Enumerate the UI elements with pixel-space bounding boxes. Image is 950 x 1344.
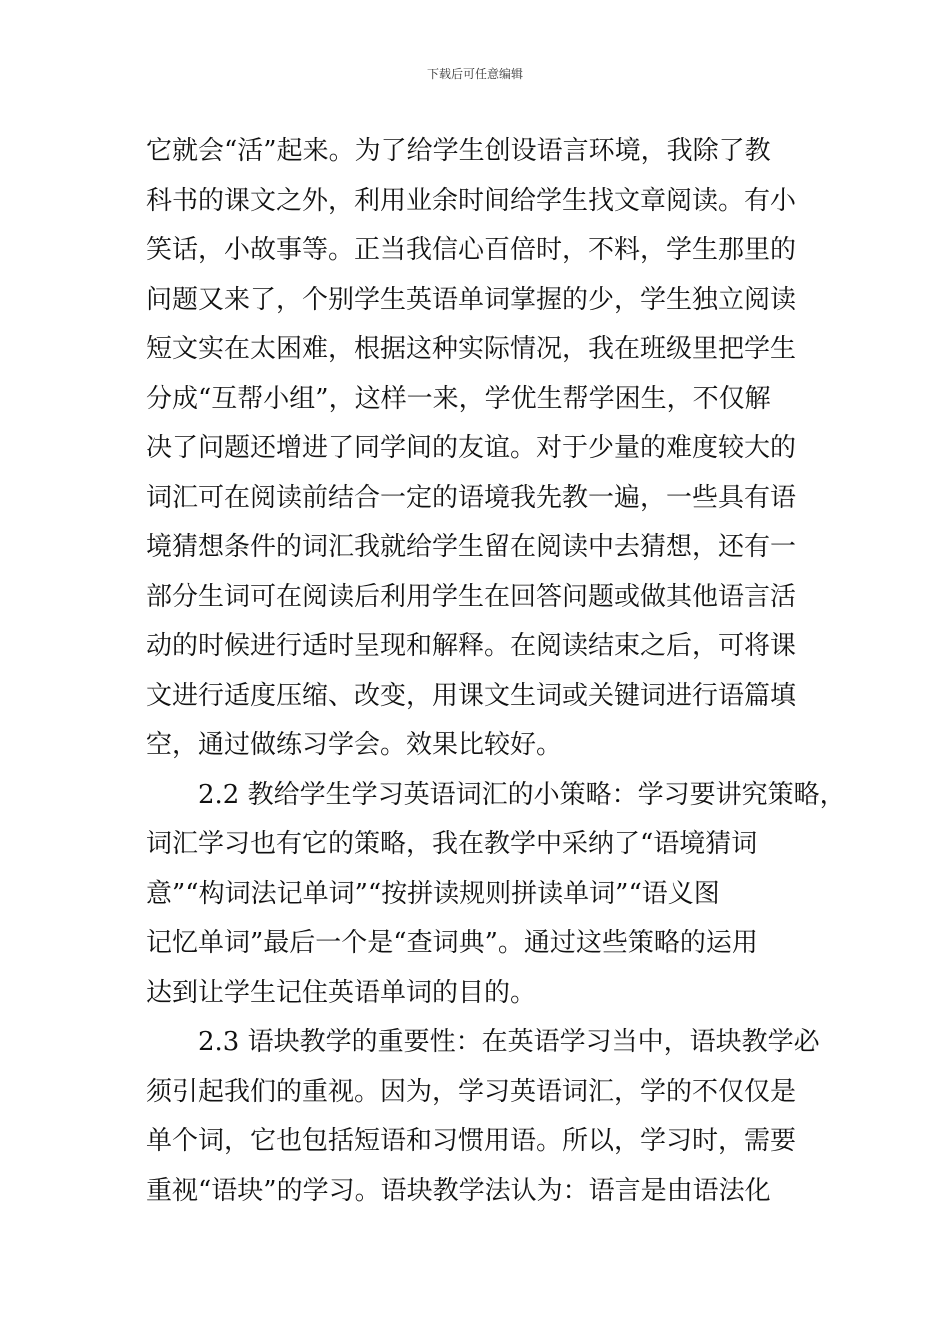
body-line: 须引起我们的重视。因为，学习英语词汇，学的不仅仅是 (146, 1076, 797, 1107)
page-header-note: 下载后可任意编辑 (426, 67, 523, 81)
body-line: 笑话，小故事等。正当我信心百倍时，不料，学生那里的 (146, 235, 797, 265)
body-line: 重视“语块”的学习。语块教学法认为：语言是由语法化 (146, 1175, 771, 1206)
body-line: 文进行适度压缩、改变，用课文生词或关键词进行语篇填 (146, 680, 797, 711)
document-body (146, 127, 846, 1216)
body-line: 问题又来了，个别学生英语单词掌握的少，学生独立阅读 (146, 284, 797, 315)
body-line: 空，通过做练习学会。效果比较好。 (146, 730, 563, 760)
body-line: 科书的课文之外，利用业余时间给学生找文章阅读。有小 (146, 185, 797, 216)
body-line: 决了问题还增进了同学间的友谊。对于少量的难度较大的 (146, 433, 797, 463)
body-line: 达到让学生记住英语单词的目的。 (146, 977, 537, 1008)
body-line: 部分生词可在阅读后利用学生在回答问题或做其他语言活 (146, 581, 797, 612)
section-2-3-first-line: 2.3 语块教学的重要性：在英语学习当中，语块教学必 (198, 1027, 820, 1057)
body-line: 单个词，它也包括短语和习惯用语。所以，学习时，需要 (146, 1126, 797, 1156)
body-line: 词汇可在阅读前结合一定的语境我先教一遍，一些具有语 (146, 482, 797, 513)
body-line: 分成“互帮小组”，这样一来，学优生帮学困生，不仅解 (146, 383, 771, 414)
body-line: 短文实在太困难，根据这种实际情况，我在班级里把学生 (146, 334, 797, 364)
body-line: 意”“构词法记单词”“按拼读规则拼读单词”“语义图 (146, 878, 720, 909)
body-line: 词汇学习也有它的策略，我在教学中采纳了“语境猜词 (146, 829, 758, 859)
body-line: 境猜想条件的词汇我就给学生留在阅读中去猜想，还有一 (146, 532, 797, 562)
body-line: 它就会“活”起来。为了给学生创设语言环境，我除了教 (146, 136, 771, 166)
body-line: 记忆单词”最后一个是“查词典”。通过这些策略的运用 (146, 928, 758, 958)
body-line: 动的时候进行适时呈现和解释。在阅读结束之后，可将课 (146, 631, 797, 661)
section-2-2-first-line: 2.2 教给学生学习英语词汇的小策略：学习要讲究策略， (198, 779, 846, 810)
